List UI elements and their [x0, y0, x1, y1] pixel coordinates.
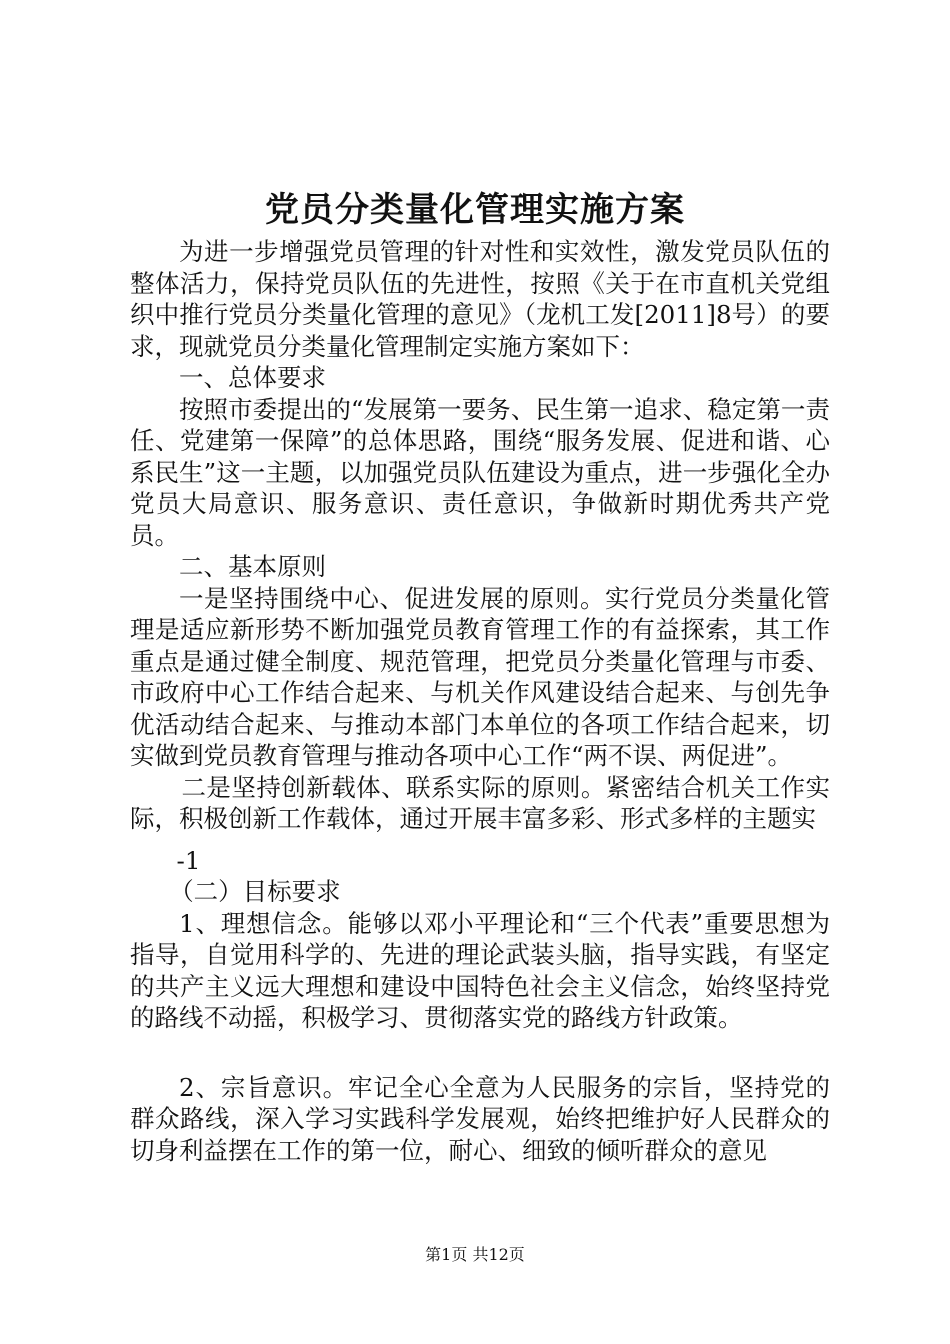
document-title: 党员分类量化管理实施方案	[265, 190, 685, 230]
paragraph-gap	[130, 1034, 830, 1072]
principle-two-paragraph: 二是坚持创新载体、联系实际的原则。紧密结合机关工作实际，积极创新工作载体，通过开展丰富多彩、形式多样的主题实	[130, 772, 830, 833]
document-body	[130, 236, 830, 1166]
principle-one-paragraph: 一是坚持围绕中心、促进发展的原则。实行党员分类量化管理是适应新形势不断加强党员教育管理工作的有益探索，其工作重点是通过健全制度、规范管理，把党员分类量化管理与市委、市政府中心工作结合起来、与机关作风建设结合起来、与创先争优活动结合起来、与推动本部门本单位的各项工作结合起来，切实做到党员教育管理与推动各项中心工作“两不误、两促进”。	[130, 583, 830, 770]
section-heading-target-requirements: （二）目标要求	[169, 877, 341, 906]
section-heading-general-requirements: 一、总体要求	[179, 363, 326, 392]
ideals-belief-paragraph: 1、理想信念。能够以邓小平理论和“三个代表”重要思想为指导，自觉用科学的、先进的理论武装头脑，指导实践，有坚定的共产主义远大理想和建设中国特色社会主义信念，始终坚持党的路线不动摇，积极学习、贯彻落实党的路线方针政策。	[130, 908, 830, 1032]
general-requirements-paragraph: 按照市委提出的“发展第一要务、民生第一追求、稳定第一责任、党建第一保障”的总体思路，围绕“服务发展、促进和谐、心系民生”这一主题，以加强党员队伍建设为重点，进一步强化全办党员大局意识、服务意识、责任意识，争做新时期优秀共产党员。	[130, 394, 830, 550]
section-heading-basic-principles: 二、基本原则	[179, 552, 326, 581]
intro-paragraph: 为进一步增强党员管理的针对性和实效性，激发党员队伍的整体活力，保持党员队伍的先进性，按照《关于在市直机关党组织中推行党员分类量化管理的意见》（龙机工发[2011]8号）的要求，现就党员分类量化管理制定实施方案如下：	[130, 237, 830, 361]
page-footer: 第1页 共12页	[425, 1245, 525, 1264]
purpose-awareness-paragraph: 2、宗旨意识。牢记全心全意为人民服务的宗旨，坚持党的群众路线，深入学习实践科学发展观，始终把维护好人民群众的切身利益摆在工作的第一位，耐心、细致的倾听群众的意见	[130, 1072, 830, 1165]
page-break-marker: -1	[176, 845, 201, 875]
